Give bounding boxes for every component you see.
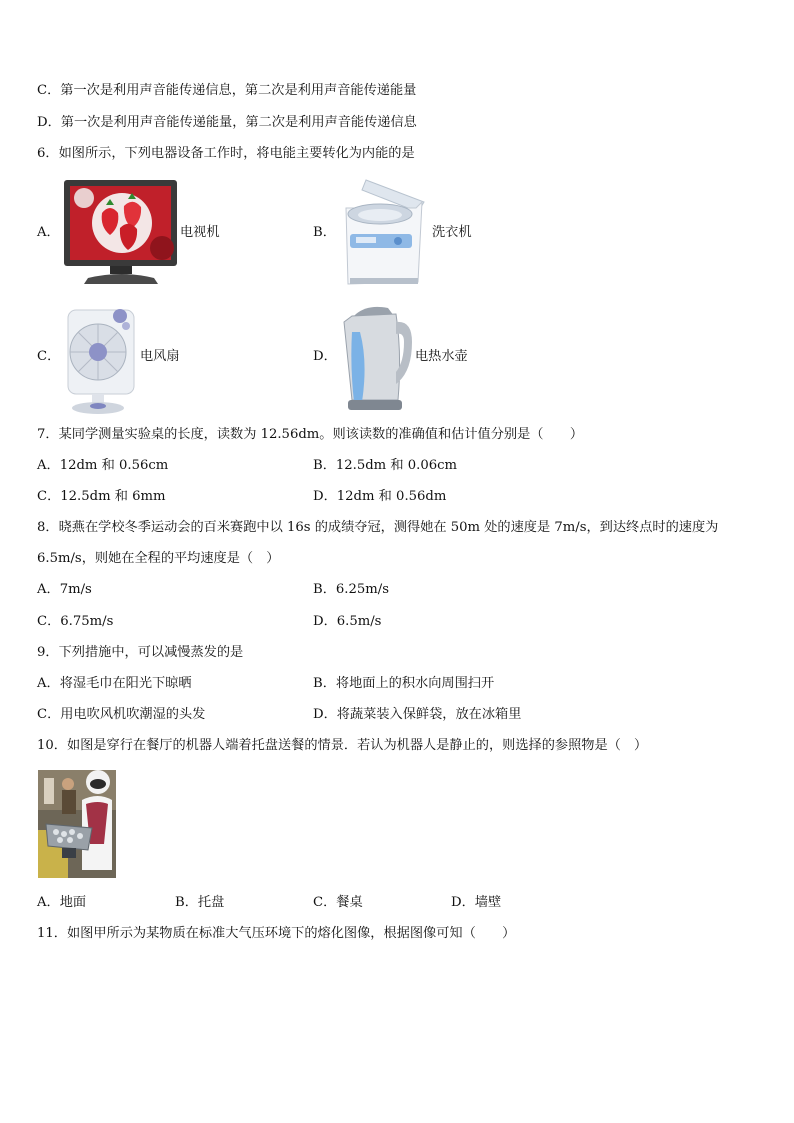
q8-stem-line2: 6.5m/s，则她在全程的平均速度是（ ） bbox=[37, 551, 280, 566]
q6-option-b-name: 洗衣机 bbox=[432, 225, 472, 240]
q8-option-b: B．6.25m/s bbox=[313, 582, 389, 597]
robot-waiter-photo bbox=[38, 770, 116, 878]
q9-option-c: C．用电吹风机吹潮湿的头发 bbox=[37, 707, 206, 722]
q6-option-a-name: 电视机 bbox=[180, 225, 220, 240]
q5-option-c: C．第一次是利用声音能传递信息，第二次是利用声音能传递能量 bbox=[37, 83, 417, 98]
q6-option-c-name: 电风扇 bbox=[140, 349, 180, 364]
q8-option-d: D．6.5m/s bbox=[313, 614, 382, 629]
washing-machine-icon bbox=[336, 178, 430, 288]
q10-option-d: D．墙壁 bbox=[451, 895, 502, 910]
fan-icon bbox=[62, 300, 140, 416]
q6-option-a-letter: A． bbox=[37, 225, 60, 240]
q7-stem: 7．某同学测量实验桌的长度，读数为 12.56dm。则该读数的准确值和估计值分别是（ ） bbox=[37, 427, 584, 442]
q6-option-d-name: 电热水壶 bbox=[415, 349, 468, 364]
q7-option-c: C．12.5dm 和 6mm bbox=[37, 489, 166, 504]
q7-option-b: B．12.5dm 和 0.06cm bbox=[313, 458, 458, 473]
kettle-icon bbox=[340, 302, 414, 414]
q11-stem: 11．如图甲所示为某物质在标准大气压环境下的熔化图像，根据图像可知（ ） bbox=[37, 926, 516, 941]
q9-stem: 9．下列措施中，可以减慢蒸发的是 bbox=[37, 645, 244, 660]
q6-stem: 6．如图所示，下列电器设备工作时，将电能主要转化为内能的是 bbox=[37, 146, 415, 161]
q8-option-c: C．6.75m/s bbox=[37, 614, 114, 629]
q6-option-b-letter: B． bbox=[313, 225, 336, 240]
q10-option-a: A．地面 bbox=[37, 895, 87, 910]
q8-option-a: A．7m/s bbox=[37, 582, 92, 597]
q9-option-b: B．将地面上的积水向周围扫开 bbox=[313, 676, 495, 691]
q8-stem-line1: 8．晓燕在学校冬季运动会的百米赛跑中以 16s 的成绩夺冠，测得她在 50m 处的速度是 7m/s，到达终点时的速度为 bbox=[37, 520, 719, 535]
q10-option-b: B．托盘 bbox=[175, 895, 225, 910]
q6-option-c-letter: C． bbox=[37, 349, 61, 364]
q7-option-a: A．12dm 和 0.56cm bbox=[37, 458, 169, 473]
q5-option-d: D．第一次是利用声音能传递能量，第二次是利用声音能传递信息 bbox=[37, 115, 417, 130]
q9-option-d: D．将蔬菜装入保鲜袋，放在冰箱里 bbox=[313, 707, 522, 722]
q10-stem: 10．如图是穿行在餐厅的机器人端着托盘送餐的情景．若认为机器人是静止的，则选择的参照物是（ ） bbox=[37, 738, 648, 753]
q6-option-d-letter: D． bbox=[313, 349, 337, 364]
q10-option-c: C．餐桌 bbox=[313, 895, 363, 910]
tv-icon bbox=[62, 178, 179, 286]
q9-option-a: A．将湿毛巾在阳光下晾晒 bbox=[37, 676, 192, 691]
q7-option-d: D．12dm 和 0.56dm bbox=[313, 489, 447, 504]
